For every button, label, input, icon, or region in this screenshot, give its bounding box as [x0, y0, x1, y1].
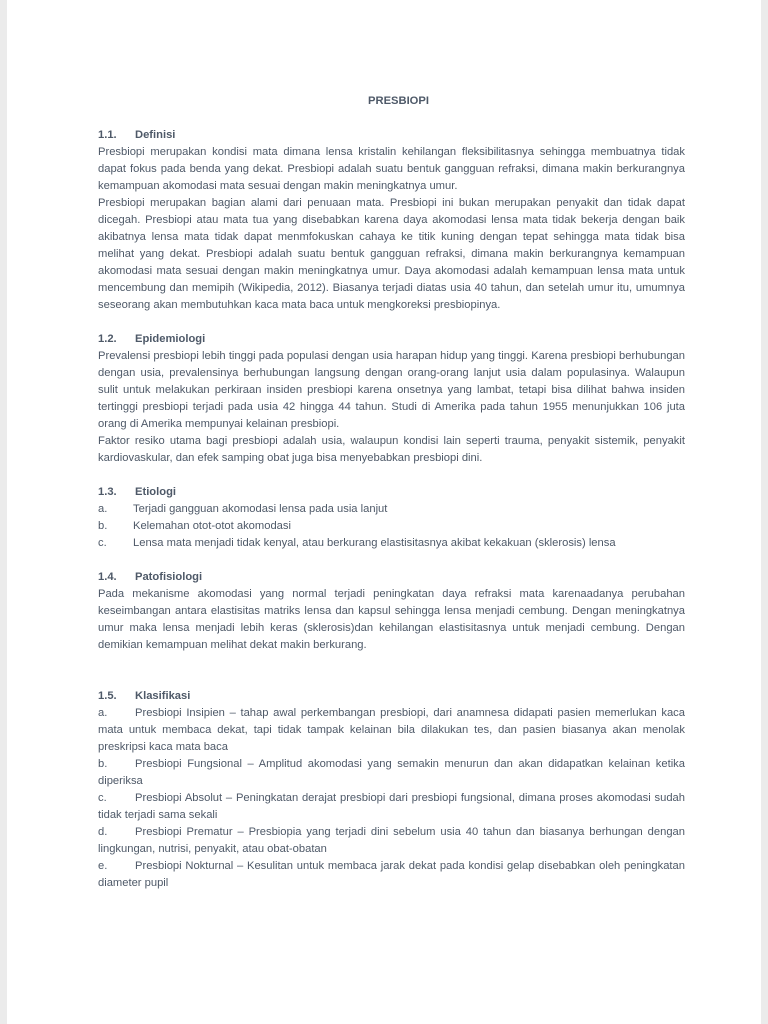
list-marker: e.: [98, 860, 108, 872]
paragraph: Pada mekanisme akomodasi yang normal terjadi peningkatan daya refraksi mata karenaadanya perubahan keseimbangan antara elastisitas matriks lensa dan kapsul sehingga lensa menjadi cembung. Dengan meningkatnya umur maka lensa menjadi lebih keras (sklerosis)dan kehilangan elastisitasnya untuk menjadi cembung. Dengan demikian kemampuan melihat dekat makin berkurang.: [98, 588, 685, 651]
list-item: [98, 824, 685, 858]
section-heading-klasifikasi: [98, 688, 685, 705]
list-marker: a.: [98, 503, 108, 515]
list-marker: c.: [98, 792, 107, 804]
list-text: Lensa mata menjadi tidak kenyal, atau berkurang elastisitasnya akibat kekakuan (sklerosis) lensa: [133, 537, 616, 549]
document-page: [7, 0, 761, 1024]
section-number: 1.3.: [98, 486, 117, 498]
list-item: [98, 501, 685, 518]
section-title: Epidemiologi: [135, 333, 206, 345]
document-title: PRESBIOPI: [368, 95, 429, 107]
list-text: Presbiopi Prematur – Presbiopia yang terjadi dini sebelum usia 40 tahun dan biasanya berhungan dengan lingkungan, nutrisi, penyakit, atau obat-obatan: [98, 826, 685, 855]
section-title: Patofisiologi: [135, 571, 203, 583]
paragraph: Presbiopi merupakan kondisi mata dimana lensa kristalin kehilangan fleksibilitasnya sehingga membuatnya tidak dapat fokus pada benda yang dekat. Presbiopi adalah suatu bentuk gangguan refraksi, dimana makin berkurangnya kemampuan akomodasi mata sesuai dengan makin meningkatnya umur.: [98, 146, 685, 192]
list-text: Presbiopi Nokturnal – Kesulitan untuk membaca jarak dekat pada kondisi gelap disebabkan oleh peningkatan diameter pupil: [98, 860, 685, 889]
list-item: [98, 705, 685, 756]
section-title: Etiologi: [135, 486, 177, 498]
paragraph: Prevalensi presbiopi lebih tinggi pada populasi dengan usia harapan hidup yang tinggi. Karena presbiopi berhubungan dengan usia, prevalensinya berhubungan langsung dengan orang-orang lanjut usia dalam populasinya. Walaupun sulit untuk melakukan perkiraan insiden presbiopi karena onsetnya yang lambat, tetapi bisa dilihat bahwa insiden tertinggi presbiopi terjadi pada usia 42 hingga 44 tahun. Studi di Amerika pada tahun 1955 menunjukkan 106 juta orang di Amerika mempunyai kelainan presbiopi.: [98, 350, 685, 430]
list-item: [98, 858, 685, 892]
list-item: [98, 756, 685, 790]
section-heading-etiologi: [98, 484, 685, 501]
section-heading-definisi: [98, 127, 685, 144]
section-heading-patofisiologi: [98, 569, 685, 586]
paragraph: Presbiopi merupakan bagian alami dari penuaan mata. Presbiopi ini bukan merupakan penyakit dan tidak dapat dicegah. Presbiopi atau mata tua yang disebabkan karena daya akomodasi lensa mata tidak bekerja dengan baik akibatnya lensa mata tidak dapat menmfokuskan cahaya ke titik kuning dengan tepat sehingga mata tidak bisa melihat yang dekat. Presbiopi adalah suatu bentuk gangguan refraksi, dimana makin berkurangnya kemampuan akomodasi mata sesuai dengan makin meningkatnya umur. Daya akomodasi adalah kemampuan lensa mata untuk mencembung dan memipih (Wikipedia, 2012). Biasanya terjadi diatas usia 40 tahun, dan setelah umur itu, umumnya seseorang akan membutuhkan kaca mata baca untuk mengkoreksi presbiopinya.: [98, 197, 685, 311]
list-text: Kelemahan otot-otot akomodasi: [133, 520, 291, 532]
section-title: Definisi: [135, 129, 176, 141]
section-number: 1.5.: [98, 690, 117, 702]
list-text: Presbiopi Fungsional – Amplitud akomodasi yang semakin menurun dan akan didapatkan kelainan ketika diperiksa: [98, 758, 685, 787]
section-heading-epidemiologi: [98, 331, 685, 348]
list-marker: b.: [98, 520, 108, 532]
section-number: 1.4.: [98, 571, 117, 583]
list-text: Presbiopi Insipien – tahap awal perkembangan presbiopi, dari anamnesa didapati pasien memerlukan kaca mata untuk membaca dekat, tapi tidak tampak kelainan bila dilakukan tes, dan pasien biasanya akan menolak preskripsi kaca mata baca: [98, 707, 685, 753]
list-marker: d.: [98, 826, 108, 838]
list-item: [98, 535, 685, 552]
list-item: [98, 518, 685, 535]
section-number: 1.2.: [98, 333, 117, 345]
list-marker: b.: [98, 758, 108, 770]
list-text: Terjadi gangguan akomodasi lensa pada usia lanjut: [133, 503, 388, 515]
section-title: Klasifikasi: [135, 690, 191, 702]
list-marker: a.: [98, 707, 108, 719]
list-marker: c.: [98, 537, 107, 549]
list-item: [98, 790, 685, 824]
paragraph: Faktor resiko utama bagi presbiopi adalah usia, walaupun kondisi lain seperti trauma, penyakit sistemik, penyakit kardiovaskular, dan efek samping obat juga bisa menyebabkan presbiopi dini.: [98, 435, 685, 464]
section-number: 1.1.: [98, 129, 117, 141]
document-body: [98, 93, 685, 892]
list-text: Presbiopi Absolut – Peningkatan derajat presbiopi dari presbiopi fungsional, dimana proses akomodasi sudah tidak terjadi sama sekali: [98, 792, 685, 821]
